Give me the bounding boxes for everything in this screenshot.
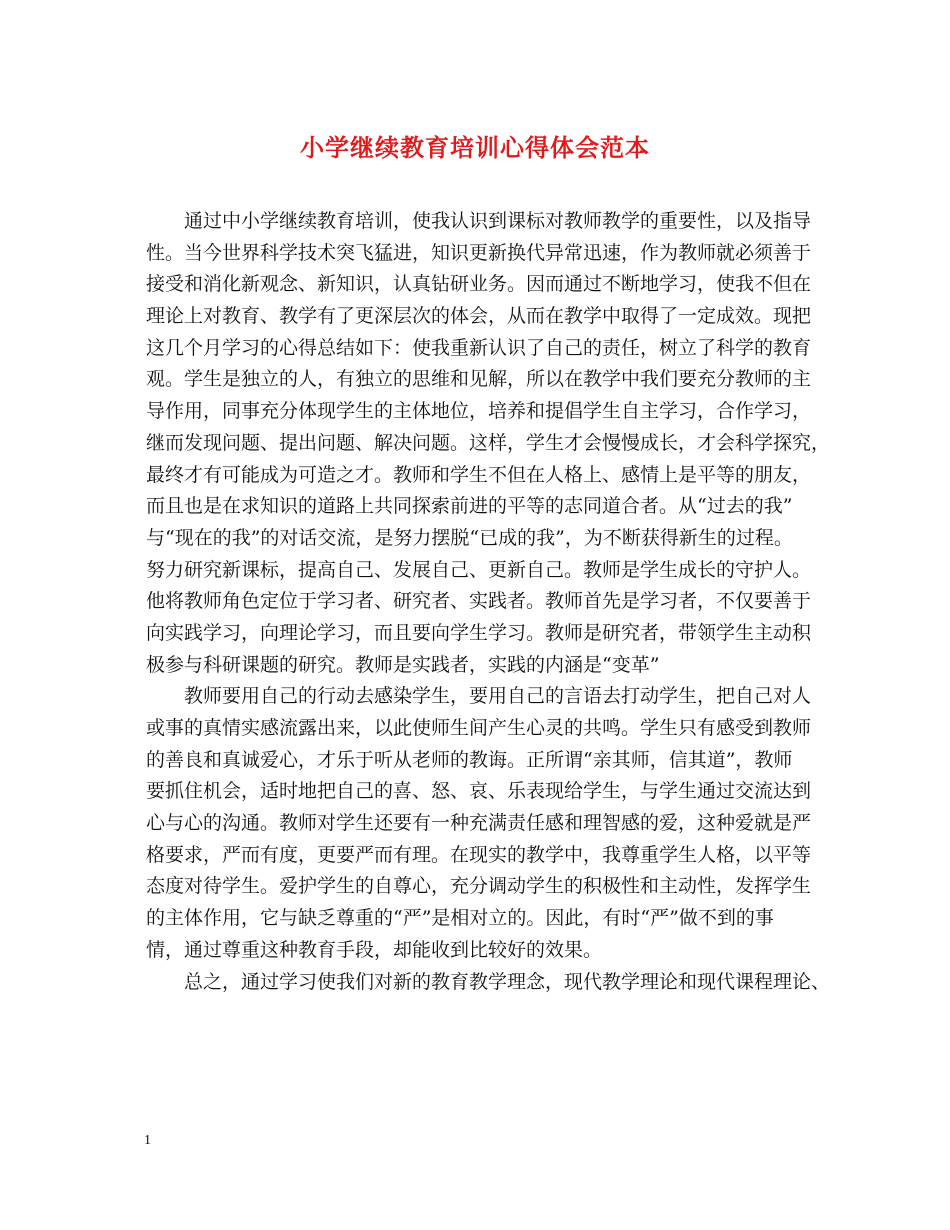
text-line: 观。学生是独立的人，有独立的思维和见解，所以在教学中我们要充分教师的主 [146, 368, 812, 391]
document-title: 小学继续教育培训心得体会范本 [300, 133, 650, 162]
text-line: 要抓住机会，适时地把自己的喜、怒、哀、乐表现给学生，与学生通过交流达到 [146, 780, 812, 803]
text-line: 或事的真情实感流露出来，以此使师生间产生心灵的共鸣。学生只有感受到教师 [146, 717, 812, 739]
text-line: 向实践学习，向理论学习，而且要向学生学习。教师是研究者，带领学生主动积 [146, 621, 812, 644]
text-line: 通过中小学继续教育培训，使我认识到课标对教师教学的重要性，以及指导 [184, 210, 812, 232]
text-line: 努力研究新课标，提高自己、发展自己、更新自己。教师是学生成长的守护人。 [146, 558, 812, 581]
text-line: 最终才有可能成为可造之才。教师和学生不但在人格上、感情上是平等的朋友， [146, 463, 812, 486]
text-line: 导作用，同事充分体现学生的主体地位，培养和提倡学生自主学习，合作学习， [146, 400, 812, 423]
text-line: 而且也是在求知识的道路上共同探索前进的平等的志同道合者。从“过去的我” [146, 495, 793, 518]
text-line: 教师要用自己的行动去感染学生，要用自己的言语去打动学生，把自己对人 [184, 685, 812, 708]
text-line: 接受和消化新观念、新知识，认真钻研业务。因而通过不断地学习，使我不但在 [146, 273, 812, 296]
text-line: 与“现在的我”的对话交流，是努力摆脱“已成的我”，为不断获得新生的过程。 [146, 526, 793, 549]
page-number: 1 [144, 1133, 151, 1148]
text-line: 的主体作用，它与缺乏尊重的“严”是相对立的。因此，有时“严”做不到的事 [146, 907, 774, 930]
text-line: 这几个月学习的心得总结如下：使我重新认识了自己的责任，树立了科学的教育 [146, 336, 812, 359]
text-line: 他将教师角色定位于学习者、研究者、实践者。教师首先是学习者，不仅要善于 [146, 590, 812, 613]
text-line: 的善良和真诚爱心，才乐于听从老师的教诲。正所谓“亲其师，信其道”，教师 [146, 748, 793, 771]
text-line: 心与心的沟通。教师对学生还要有一种充满责任感和理智感的爱，这种爱就是严 [146, 812, 812, 835]
text-line: 极参与科研课题的研究。教师是实践者，实践的内涵是“变革” [146, 653, 660, 676]
text-line: 格要求，严而有度，更要严而有理。在现实的教学中，我尊重学生人格，以平等 [146, 843, 812, 866]
text-line: 总之，通过学习使我们对新的教育教学理念，现代教学理论和现代课程理论、 [184, 970, 831, 993]
text-line: 理论上对教育、教学有了更深层次的体会，从而在教学中取得了一定成效。现把 [146, 305, 812, 328]
document-body [146, 206, 831, 998]
text-line: 情，通过尊重这种教育手段，却能收到比较好的效果。 [146, 938, 603, 961]
text-line: 继而发现问题、提出问题、解决问题。这样，学生才会慢慢成长，才会科学探究， [146, 431, 831, 454]
text-line: 态度对待学生。爱护学生的自尊心，充分调动学生的积极性和主动性，发挥学生 [146, 875, 812, 898]
text-line: 性。当今世界科学技术突飞猛进，知识更新换代异常迅速，作为教师就必须善于 [146, 241, 812, 264]
